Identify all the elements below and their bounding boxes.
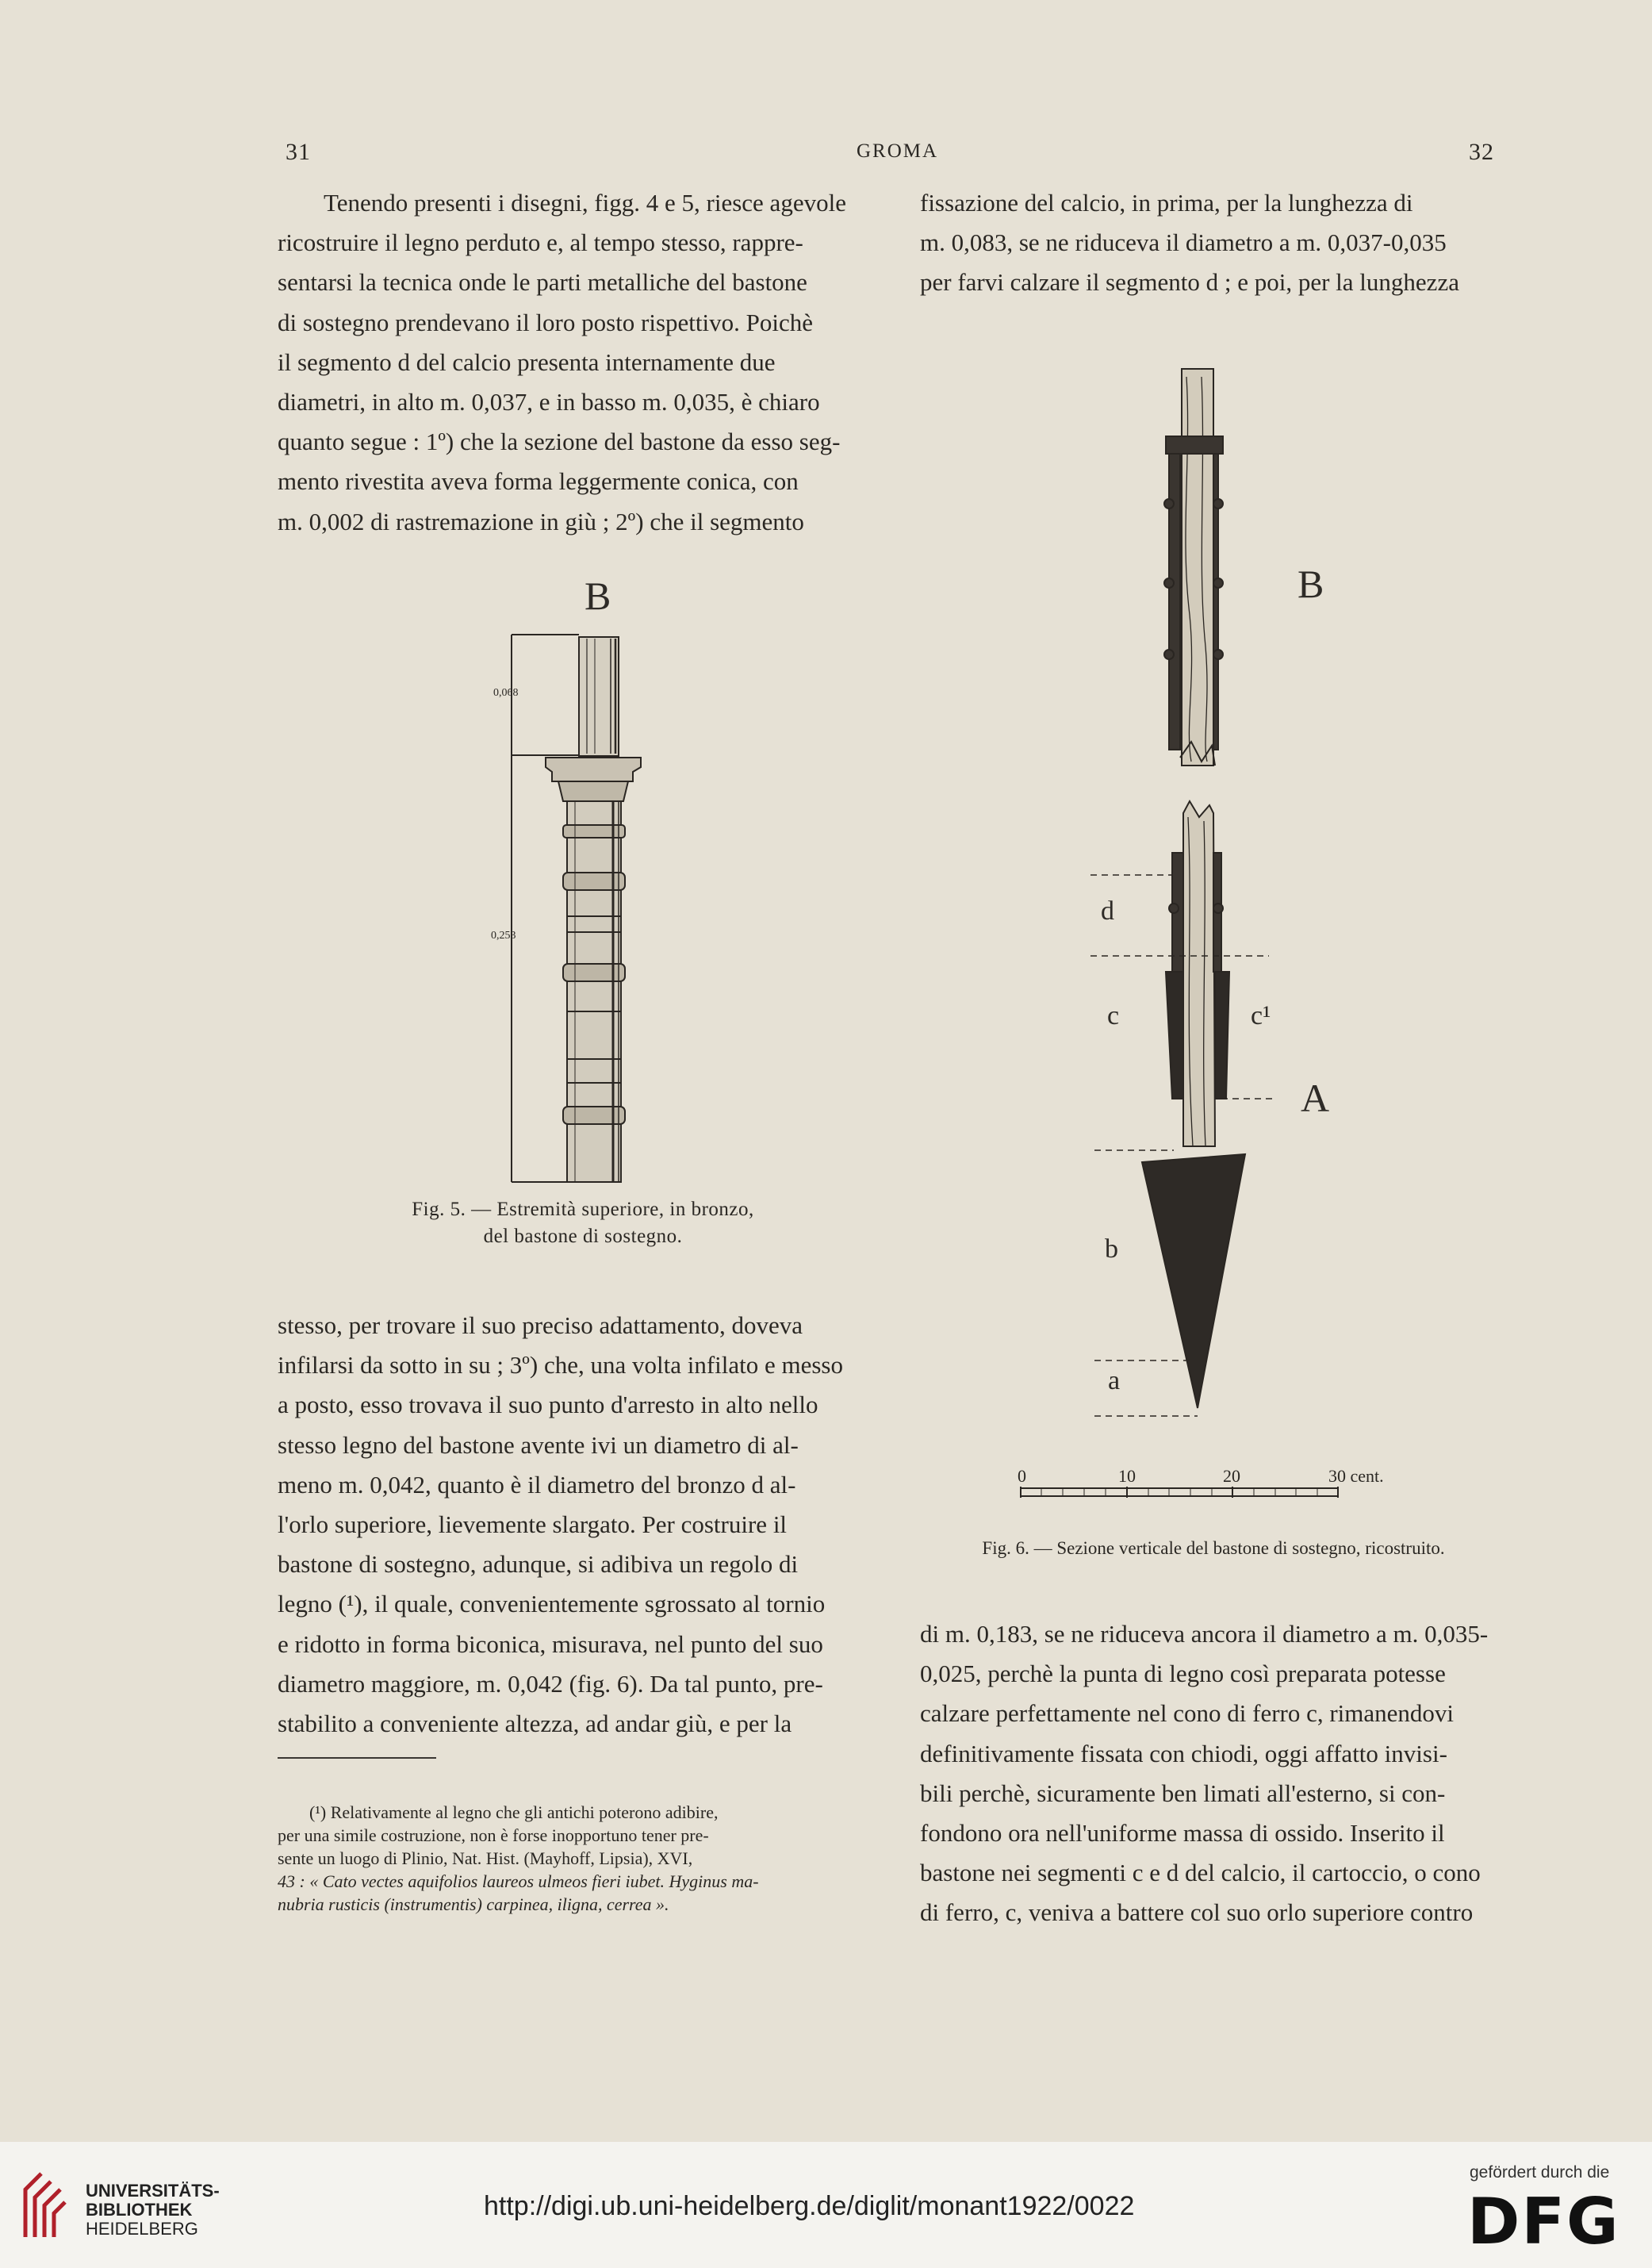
text-line: bastone nei segmenti c e d del calcio, il cartoccio, o cono (920, 1859, 1481, 1887)
caption-line: Fig. 5. — Estremità superiore, in bronzo, (412, 1199, 754, 1220)
left-paragraph-top (278, 183, 867, 542)
caption-line: del bastone di sostegno. (483, 1226, 683, 1247)
permalink-url[interactable]: http://digi.ub.uni-heidelberg.de/diglit/monant1922/0022 (484, 2191, 1135, 2221)
text-line: stesso, per trovare il suo preciso adattamento, doveva (278, 1311, 803, 1339)
fig6-label-c1: c¹ (1251, 1001, 1271, 1030)
text-line: di m. 0,183, se ne riduceva ancora il diametro a m. 0,035- (920, 1620, 1489, 1648)
text-line: infilarsi da sotto in su ; 3º) che, una volta infilato e messo (278, 1351, 843, 1380)
text-line: calzare perfettamente nel cono di ferro c, rimanendovi (920, 1699, 1455, 1728)
library-name-line2: BIBLIOTHEK (86, 2200, 193, 2220)
text-line: quanto segue : 1º) che la sezione del bastone da esso seg- (278, 428, 841, 456)
scale-label-20: 20 (1223, 1466, 1240, 1486)
text-line: stabilito a conveniente altezza, ad andar giù, e per la (278, 1710, 792, 1738)
viewer-footer (0, 2142, 1652, 2268)
right-paragraph-bottom (920, 1614, 1501, 1933)
right-paragraph-top (920, 183, 1501, 303)
text-line: a posto, esso trovava il suo punto d'arresto in alto nello (278, 1391, 818, 1419)
dfg-logo[interactable]: DFG (1467, 2185, 1620, 2258)
library-name-line3: HEIDELBERG (86, 2219, 198, 2239)
text-line: diametro maggiore, m. 0,042 (fig. 6). Da tal punto, pre- (278, 1669, 823, 1698)
footnote (278, 1801, 867, 1916)
text-line: il segmento d del calcio presenta internamente due (278, 347, 776, 376)
text-line: sentarsi la tecnica onde le parti metalliche del bastone (278, 268, 807, 297)
fig6-label-a-upper: A (1301, 1076, 1330, 1120)
scale-label-10: 10 (1118, 1466, 1136, 1486)
fig6-scale-bar (1019, 1485, 1352, 1501)
fig5-caption (333, 1196, 833, 1250)
scale-label-30: 30 cent. (1328, 1466, 1384, 1486)
text-line: diametri, in alto m. 0,037, e in basso m. 0,035, è chiaro (278, 388, 820, 416)
left-paragraph-bottom (278, 1306, 867, 1744)
footnote-line: nubria rusticis (instrumentis) carpinea, iligna, cerrea ». (278, 1894, 669, 1914)
text-line: legno (¹), il quale, convenientemente sgrossato al tornio (278, 1590, 826, 1618)
footnote-line: sente un luogo di Plinio, Nat. Hist. (Mayhoff, Lipsia), XVI, (278, 1848, 693, 1868)
fig5-bronze-fitting-drawing (476, 631, 666, 1186)
fig6-section-drawing (1087, 361, 1309, 1440)
university-library-logo-icon (17, 2166, 68, 2242)
fig6-label-b: B (1297, 562, 1324, 606)
footnote-line: (¹) Relativamente al legno che gli antichi poterono adibire, (309, 1802, 719, 1822)
fig5-label-b: B (585, 574, 611, 618)
text-line: stesso legno del bastone avente ivi un diametro di al- (278, 1430, 799, 1459)
text-line: fondono ora nell'uniforme massa di ossido. Inserito il (920, 1819, 1445, 1848)
fig6-label-c: c (1107, 1001, 1120, 1030)
text-line: m. 0,083, se ne riduceva il diametro a m. 0,037-0,035 (920, 228, 1447, 257)
text-line: meno m. 0,042, quanto è il diametro del bronzo d al- (278, 1470, 796, 1499)
text-line: Tenendo presenti i disegni, figg. 4 e 5, riesce agevole (324, 189, 846, 217)
text-line: di ferro, c, veniva a battere col suo orlo superiore contro (920, 1898, 1474, 1927)
footnote-rule (278, 1757, 436, 1759)
text-line: definitivamente fissata con chiodi, oggi affatto invisi- (920, 1739, 1447, 1767)
fig6-label-a-lower: a (1108, 1366, 1121, 1395)
text-line: bili perchè, sicuramente ben limati all'esterno, si con- (920, 1779, 1446, 1807)
text-line: e ridotto in forma biconica, misurava, nel punto del suo (278, 1629, 823, 1658)
footnote-line: per una simile costruzione, non è forse inopportuno tener pre- (278, 1825, 709, 1845)
text-line: mento rivestita aveva forma leggermente conica, con (278, 467, 799, 496)
text-line: l'orlo superiore, lievemente slargato. Per costruire il (278, 1510, 788, 1539)
page-number-left: 31 (286, 139, 311, 165)
text-line: bastone di sostegno, adunque, si adibiva un regolo di (278, 1550, 799, 1579)
text-line: m. 0,002 di rastremazione in giù ; 2º) che il segmento (278, 507, 804, 535)
text-line: ricostruire il legno perduto e, al tempo stesso, rappre- (278, 228, 803, 257)
library-name-line1: UNIVERSITÄTS- (86, 2181, 220, 2201)
fig6-label-b-lower: b (1105, 1234, 1118, 1264)
scale-label-0: 0 (1018, 1466, 1026, 1486)
text-line: di sostegno prendevano il loro posto rispettivo. Poichè (278, 308, 814, 336)
funded-by-text: gefördert durch die (1470, 2163, 1610, 2182)
page-number-right: 32 (1469, 139, 1494, 165)
running-title: GROMA (857, 140, 939, 162)
fig5-dimension-lower: 0,253 (491, 930, 516, 942)
text-line: 0,025, perchè la punta di legno così preparata potesse (920, 1660, 1446, 1688)
fig6-caption: Fig. 6. — Sezione verticale del bastone di sostegno, ricostruito. (982, 1538, 1445, 1558)
text-line: per farvi calzare il segmento d ; e poi, per la lunghezza (920, 268, 1459, 297)
footnote-line: 43 : « Cato vectes aquifolios laureos ulmeos fieri iubet. Hyginus ma- (278, 1871, 759, 1891)
fig6-label-d: d (1101, 896, 1114, 926)
fig5-dimension-upper: 0,068 (493, 687, 519, 699)
text-line: fissazione del calcio, in prima, per la lunghezza di (920, 189, 1413, 217)
